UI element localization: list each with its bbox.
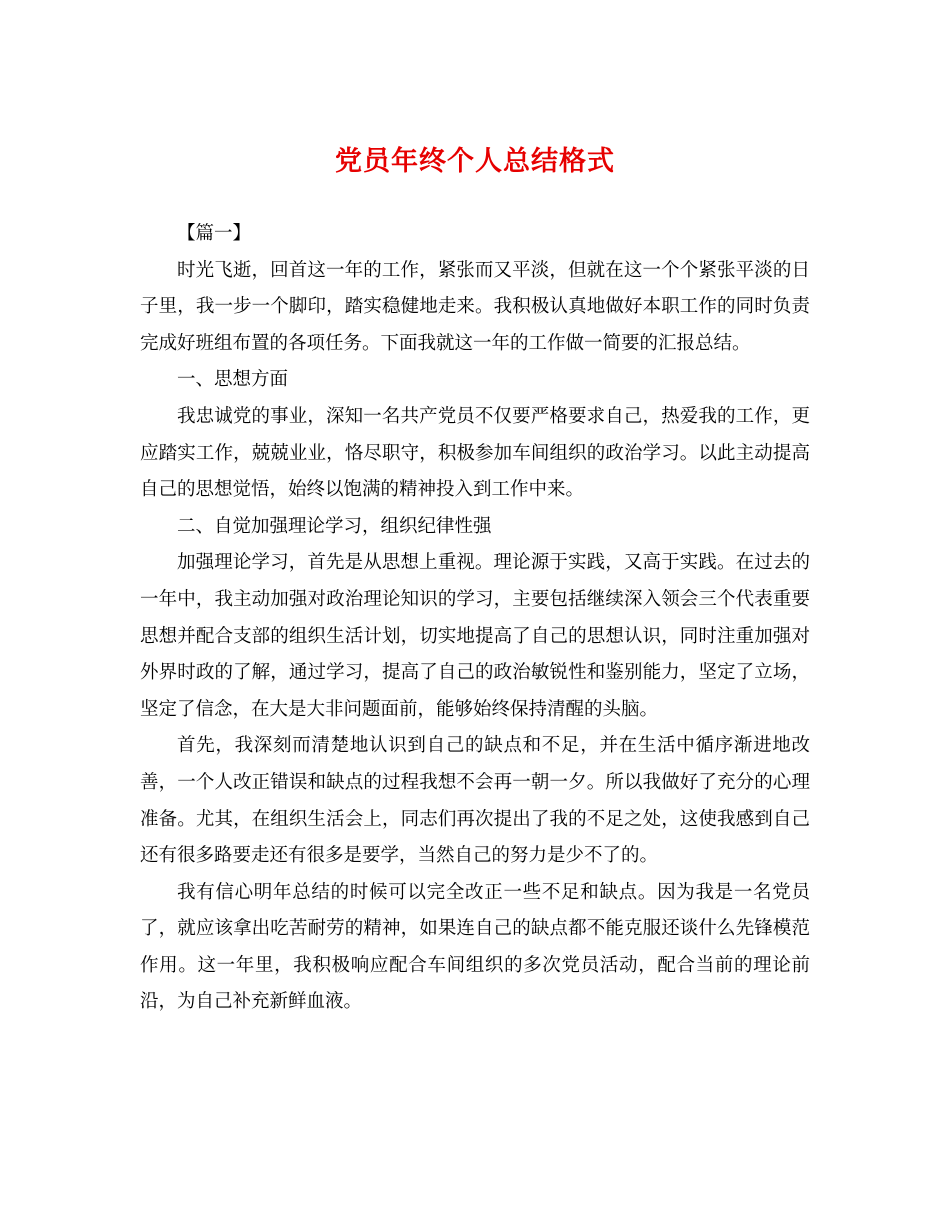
section-label: 【篇一】 [177,223,252,244]
body-paragraph: 我有信心明年总结的时候可以完全改正一些不足和缺点。因为我是一名党员了，就应该拿出吃苦耐劳的精神，如果连自己的缺点都不能克服还谈什么先锋模范作用。这一年里，我积极响应配合车间组织的多次党员活动，配合当前的理论前沿，为自己补充新鲜血液。 [140,881,810,1013]
body-paragraph: 加强理论学习，首先是从思想上重视。理论源于实践，又高于实践。在过去的一年中，我主动加强对政治理论知识的学习，主要包括继续深入领会三个代表重要思想并配合支部的组织生活计划，切实地提高了自己的思想认识，同时注重加强对外界时政的了解，通过学习，提高了自己的政治敏锐性和鉴别能力，坚定了立场，坚定了信念，在大是大非问题面前，能够始终保持清醒的头脑。 [140,552,810,720]
body-paragraph: 我忠诚党的事业，深知一名共产党员不仅要严格要求自己，热爱我的工作，更应踏实工作，兢兢业业，恪尽职守，积极参加车间组织的政治学习。以此主动提高自己的思想觉悟，始终以饱满的精神投入到工作中来。 [140,405,810,501]
body-paragraph: 时光飞逝，回首这一年的工作，紧张而又平淡，但就在这一个个紧张平淡的日子里，我一步一个脚印，踏实稳健地走来。我积极认真地做好本职工作的同时负责完成好班组布置的各项任务。下面我就这一年的工作做一简要的汇报总结。 [140,259,810,354]
document-body [140,216,810,1021]
body-paragraph: 首先，我深刻而清楚地认识到自己的缺点和不足，并在生活中循序渐进地改善，一个人改正错误和缺点的过程我想不会再一朝一夕。所以我做好了充分的心理准备。尤其，在组织生活会上，同志们再次提出了我的不足之处，这使我感到自己还有很多路要走还有很多是要学，当然自己的努力是少不了的。 [140,735,810,867]
document-title: 党员年终个人总结格式 [335,146,615,177]
section-heading: 二、自觉加强理论学习，组织纪律性强 [177,515,492,537]
section-heading: 一、思想方面 [177,369,289,391]
